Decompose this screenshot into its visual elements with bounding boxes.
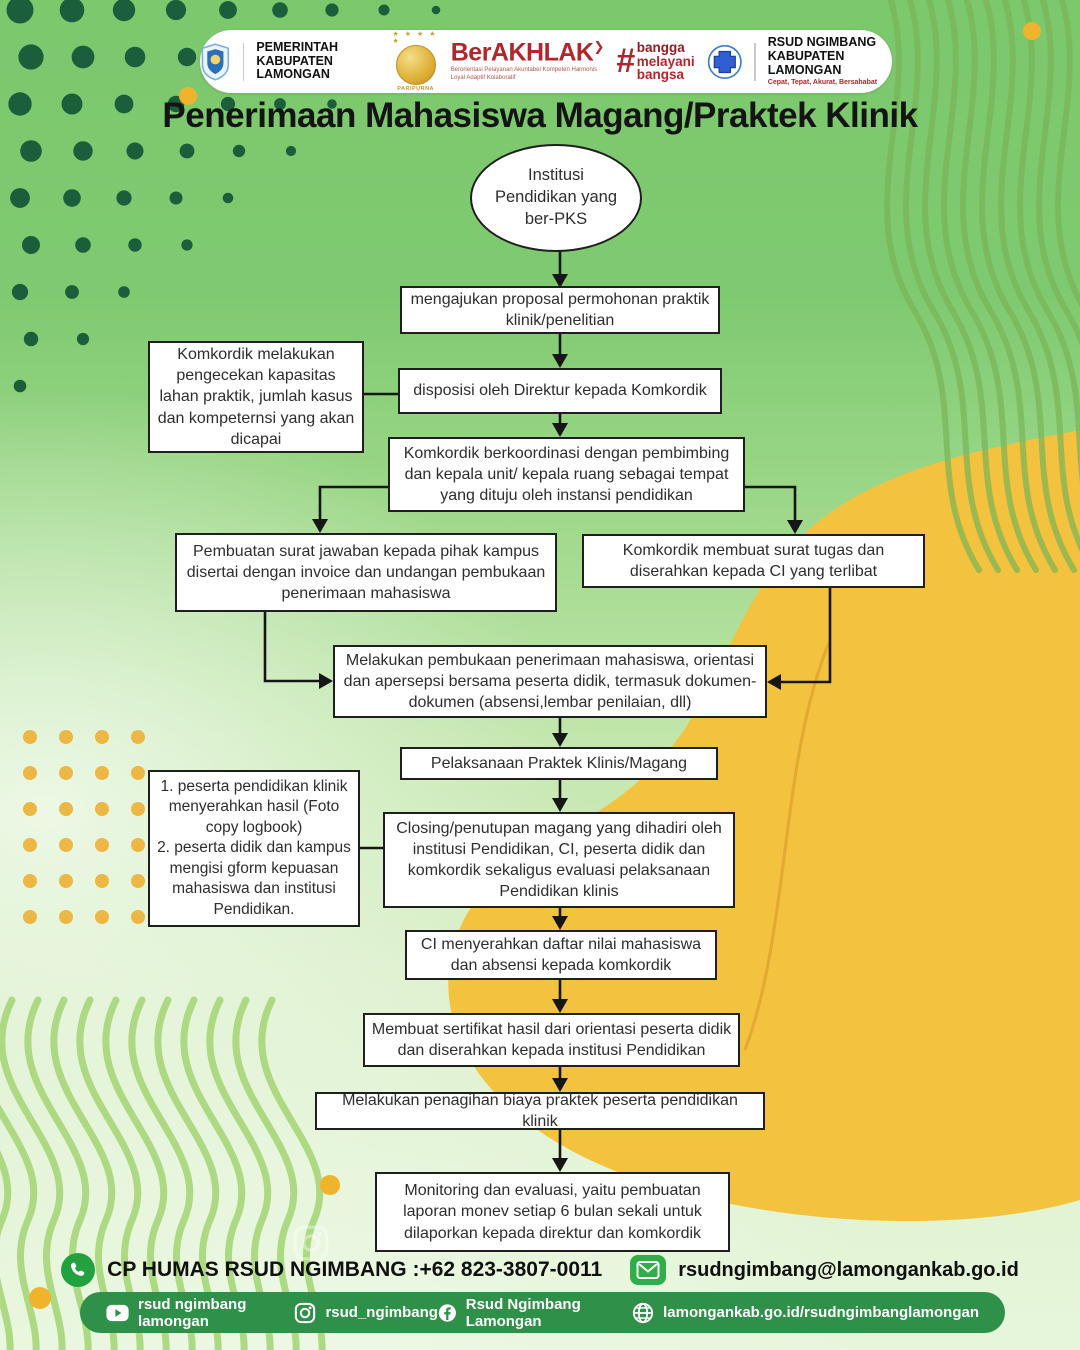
chevron-icon: ❯: [593, 39, 604, 55]
side-note-item: 1. peserta pendidikan klinik menyerahkan hasil (Foto copy logbook): [160, 777, 348, 836]
flow-node-penagihan: Melakukan penagihan biaya praktek peserta pendidikan klinik: [315, 1092, 765, 1130]
email-icon: [630, 1255, 666, 1285]
social-item-facebook: Rsud Ngimbang Lamongan: [438, 1296, 632, 1330]
phone-icon: [61, 1253, 95, 1287]
flow-node-surat-tugas: Komkordik membuat surat tugas dan diserahkan kepada CI yang terlibat: [582, 534, 925, 588]
bangga-melayani-bangsa-logo: # bangga melayani bangsa: [615, 39, 695, 83]
flow-node-pembukaan: Melakukan pembukaan penerimaan mahasiswa, orientasi dan apersepsi bersama peserta didik, termasuk dokumen-dokumen (absensi,lembar penilaian, dll): [333, 645, 767, 718]
page-title: Penerimaan Mahasiswa Magang/Praktek Klinik: [162, 96, 918, 135]
social-item-youtube: rsud ngimbang lamongan: [106, 1296, 294, 1330]
government-name: PEMERINTAH KABUPATEN LAMONGAN: [256, 39, 339, 82]
header-divider: [243, 43, 245, 81]
hashtag-icon: #: [615, 42, 635, 81]
contact-email: rsudngimbang@lamongankab.go.id: [678, 1258, 1019, 1281]
flow-node-sertifikat: Membuat sertifikat hasil dari orientasi peserta didik dan diserahkan kepada institusi Pendidikan: [363, 1013, 740, 1067]
contact-phone-label: CP HUMAS RSUD NGIMBANG :+62 823-3807-0011: [107, 1258, 603, 1281]
contact-row: [0, 1248, 1080, 1292]
flow-node-disposisi: disposisi oleh Direktur kepada Komkordik: [398, 368, 722, 414]
globe-icon: [632, 1302, 654, 1324]
flow-node-daftar-nilai: CI menyerahkan daftar nilai mahasiswa dan absensi kepada komkordik: [405, 930, 717, 980]
akreditasi-emblem: ★ ★ ★ ★ ★ PARIPURNA: [392, 30, 438, 92]
social-item-instagram: rsud_ngimbang: [294, 1302, 438, 1324]
flow-node-proposal: mengajukan proposal permohonan praktik klinik/penelitian: [400, 286, 720, 334]
header-bar: [200, 30, 892, 93]
berakhlak-logo: BerAKHLAK❯ Berorientasi Pelayanan Akuntabel Kompeten Harmonis Loyal Adaptif Kolaboratif: [450, 38, 604, 82]
lamongan-crest-logo: [200, 39, 231, 85]
flow-node-monev: Monitoring dan evaluasi, yaitu pembuatan laporan monev setiap 6 bulan sekali untuk dilaporkan kepada direktur dan komkordik: [375, 1172, 730, 1252]
flow-node-pelaksanaan: Pelaksanaan Praktek Klinis/Magang: [400, 747, 718, 780]
social-item-website: lamongankab.go.id/rsudngimbanglamongan: [632, 1302, 979, 1324]
flow-node-side-notes: [148, 770, 360, 927]
youtube-icon: [106, 1303, 129, 1323]
hospital-name: RSUD NGIMBANG KABUPATEN LAMONGAN Cepat, Tepat, Akurat, Bersahabat: [767, 35, 878, 87]
footer-social-bar: [80, 1292, 1005, 1333]
flow-node-closing: Closing/penutupan magang yang dihadiri oleh institusi Pendidikan, CI, peserta didik dan komkordik sekaligus evaluasi pelaksanaan Pendidikan klinis: [383, 812, 735, 908]
gold-medal-icon: [396, 45, 436, 85]
side-note-item: 2. peserta didik dan kampus mengisi gform kepuasan mahasiswa dan institusi Pendidikan.: [157, 839, 351, 918]
flow-node-start: Institusi Pendidikan yang ber-PKS: [470, 144, 642, 252]
flow-node-side-capacity: Komkordik melakukan pengecekan kapasitas lahan praktik, jumlah kasus dan kompeternsi yang akan dicapai: [148, 341, 364, 453]
flow-node-surat-jawaban: Pembuatan surat jawaban kepada pihak kampus disertai dengan invoice dan undangan pembukaan penerimaan mahasiswa: [175, 533, 557, 612]
facebook-icon: [438, 1302, 457, 1324]
flow-node-koordinasi: Komkordik berkoordinasi dengan pembimbing dan kepala unit/ kepala ruang sebagai tempat yang dituju oleh instansi pendidikan: [388, 437, 745, 512]
header-divider: [754, 43, 756, 81]
stars-icon: ★ ★ ★ ★ ★: [392, 30, 438, 45]
rsud-ngimbang-logo: [707, 40, 743, 84]
instagram-icon: [294, 1302, 316, 1324]
